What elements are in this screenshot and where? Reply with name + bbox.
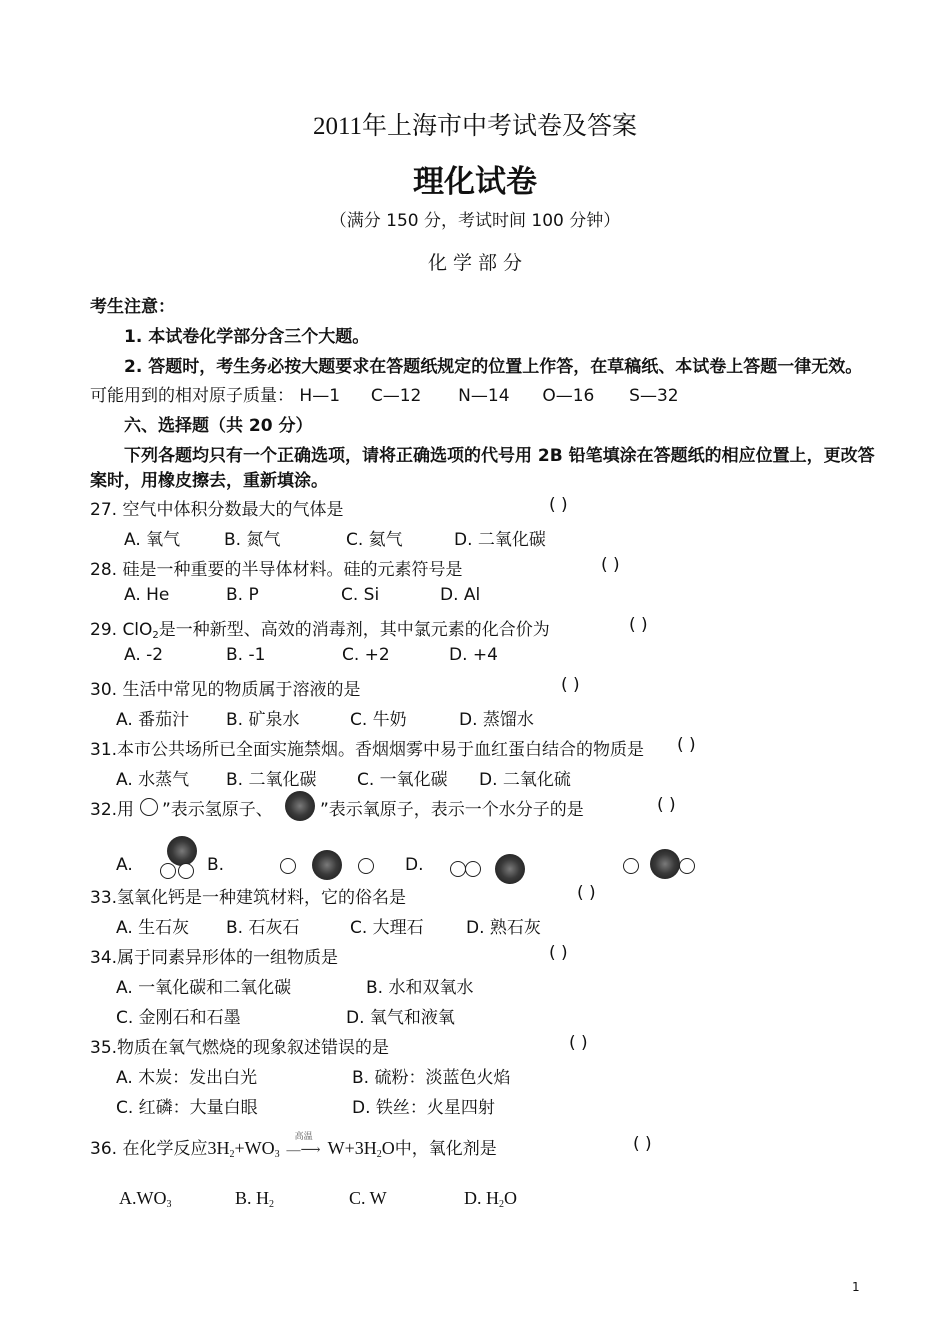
q28-option-d: D. Al	[440, 585, 481, 605]
atomic-mass-s: S—32	[629, 386, 679, 406]
q29-option-c: C. +2	[342, 645, 390, 665]
q36-option-a: $A.WO_3$	[119, 1188, 172, 1210]
q29-option-d: D. +4	[449, 645, 498, 665]
q34-stem: 34.属于同素异形体的一组物质是	[90, 948, 339, 968]
q29-stem-text: 是一种新型、高效的消毒剂，其中氯元素的化合价为	[158, 620, 550, 640]
q29-option-b: B. -1	[226, 645, 266, 665]
q30-answer-paren: ( )	[561, 675, 580, 695]
q28-option-a: A. He	[124, 585, 170, 605]
part6-heading: 六、选择题（共 20 分）	[124, 416, 313, 436]
q32-option-b-molecule-icon	[280, 848, 380, 882]
atomic-mass-label: 可能用到的相对原子质量：	[90, 386, 294, 406]
q30-option-d: D. 蒸馏水	[459, 710, 534, 730]
oxygen-atom-icon	[285, 791, 315, 821]
q34-option-c: C. 金刚石和石墨	[116, 1008, 241, 1028]
q32-stem-middle: ”表示氢原子、	[162, 800, 273, 820]
q36-option-c: C. W	[349, 1188, 387, 1208]
q30-option-a: A. 番茄汁	[116, 710, 190, 730]
q28-stem: 28. 硅是一种重要的半导体材料。硅的元素符号是	[90, 560, 463, 580]
q27-option-d: D. 二氧化碳	[454, 530, 546, 550]
q27-option-a: A. 氧气	[124, 530, 181, 550]
q32-option-d-label: D.	[405, 855, 424, 875]
atomic-mass-o: O—16	[542, 386, 595, 406]
exam-meta: （满分 150 分，考试时间 100 分钟）	[329, 211, 621, 231]
q35-option-a: A. 木炭：发出白光	[116, 1068, 258, 1088]
atomic-mass-h: H—1	[299, 386, 341, 406]
q32-option-a-label: A.	[116, 855, 133, 875]
hydrogen-atom-icon	[140, 798, 158, 816]
q33-option-a: A. 生石灰	[116, 918, 190, 938]
q35-option-b: B. 硫粉：淡蓝色火焰	[352, 1068, 511, 1088]
q31-stem: 31.本市公共场所已全面实施禁烟。香烟烟雾中易于血红蛋白结合的物质是	[90, 740, 645, 760]
q31-option-b: B. 二氧化碳	[226, 770, 317, 790]
q35-stem: 35.物质在氧气燃烧的现象叙述错误的是	[90, 1038, 390, 1058]
section-title: 化 学 部 分	[427, 252, 523, 274]
q31-answer-paren: ( )	[677, 735, 696, 755]
q30-stem: 30. 生活中常见的物质属于溶液的是	[90, 680, 361, 700]
q27-stem: 27. 空气中体积分数最大的气体是	[90, 500, 344, 520]
q28-option-c: C. Si	[341, 585, 380, 605]
q30-option-b: B. 矿泉水	[226, 710, 300, 730]
q29-stem-formula: 29. ClO	[90, 620, 153, 640]
q28-option-b: B. P	[226, 585, 259, 605]
q32-stem-suffix: ”表示氧原子，表示一个水分子的是	[320, 800, 584, 820]
q30-option-c: C. 牛奶	[350, 710, 407, 730]
q35-option-d: D. 铁丝：火星四射	[352, 1098, 495, 1118]
q32-stem-prefix: 32.用	[90, 800, 135, 820]
atomic-mass-n: N—14	[458, 386, 510, 406]
q32-option-c-molecule-icon	[450, 852, 530, 886]
q34-option-b: B. 水和双氧水	[366, 978, 474, 998]
q29-stem	[90, 615, 550, 641]
q31-option-a: A. 水蒸气	[116, 770, 190, 790]
atomic-mass-c: C—12	[370, 386, 422, 406]
q27-option-c: C. 氦气	[346, 530, 403, 550]
page-number: 1	[852, 1280, 860, 1294]
q29-answer-paren: ( )	[629, 615, 648, 635]
notice-item-2: 2. 答题时，考生务必按大题要求在答题纸规定的位置上作答，在草稿纸、本试卷上答题一律无效。	[124, 357, 863, 377]
part6-instruction-2: 案时，用橡皮擦去，重新填涂。	[90, 471, 328, 491]
q31-option-c: C. 一氧化碳	[357, 770, 448, 790]
q34-option-a: A. 一氧化碳和二氧化碳	[116, 978, 292, 998]
notice-heading: 考生注意：	[90, 297, 175, 317]
exam-title: 2011年上海市中考试卷及答案	[312, 113, 638, 140]
q34-answer-paren: ( )	[549, 943, 568, 963]
q36-equation: $3H_2+WO_3$ 高温 —⟶ $W+3H_2O$	[207, 1131, 395, 1160]
q28-answer-paren: ( )	[601, 555, 620, 575]
q34-option-d: D. 氧气和液氧	[346, 1008, 455, 1028]
q32-option-a-molecule-icon	[158, 836, 208, 882]
q36-option-b: B. $H_2$	[235, 1188, 275, 1210]
q29-option-a: A. -2	[124, 645, 164, 665]
exam-subtitle: 理化试卷	[413, 164, 537, 200]
q33-option-b: B. 石灰石	[226, 918, 300, 938]
q27-answer-paren: ( )	[549, 495, 568, 515]
q35-option-c: C. 红磷：大量白眼	[116, 1098, 258, 1118]
q29-stem-subscript: 2	[152, 630, 159, 641]
q36-stem-prefix: 36. 在化学反应	[90, 1139, 208, 1159]
q33-answer-paren: ( )	[577, 883, 596, 903]
q31-option-d: D. 二氧化硫	[479, 770, 571, 790]
q32-option-d-molecule-icon	[621, 848, 701, 882]
q33-option-d: D. 熟石灰	[466, 918, 541, 938]
q36-stem	[90, 1131, 497, 1160]
q35-answer-paren: ( )	[569, 1033, 588, 1053]
q32-option-b-label: B.	[207, 855, 225, 875]
q36-stem-suffix: 中，氧化剂是	[394, 1139, 497, 1159]
q32-answer-paren: ( )	[657, 795, 676, 815]
atomic-mass-line	[90, 381, 679, 406]
q33-option-c: C. 大理石	[350, 918, 424, 938]
notice-item-1: 1. 本试卷化学部分含三个大题。	[124, 327, 370, 347]
q36-option-d: D. $H_2O$	[464, 1188, 517, 1210]
q33-stem: 33.氢氧化钙是一种建筑材料，它的俗名是	[90, 888, 407, 908]
reaction-arrow: 高温 —⟶	[286, 1131, 321, 1158]
q27-option-b: B. 氮气	[224, 530, 281, 550]
part6-instruction-1: 下列各题均只有一个正确选项，请将正确选项的代号用 2B 铅笔填涂在答题纸的相应位置上，更改答	[124, 446, 875, 466]
q36-answer-paren: ( )	[633, 1134, 652, 1154]
